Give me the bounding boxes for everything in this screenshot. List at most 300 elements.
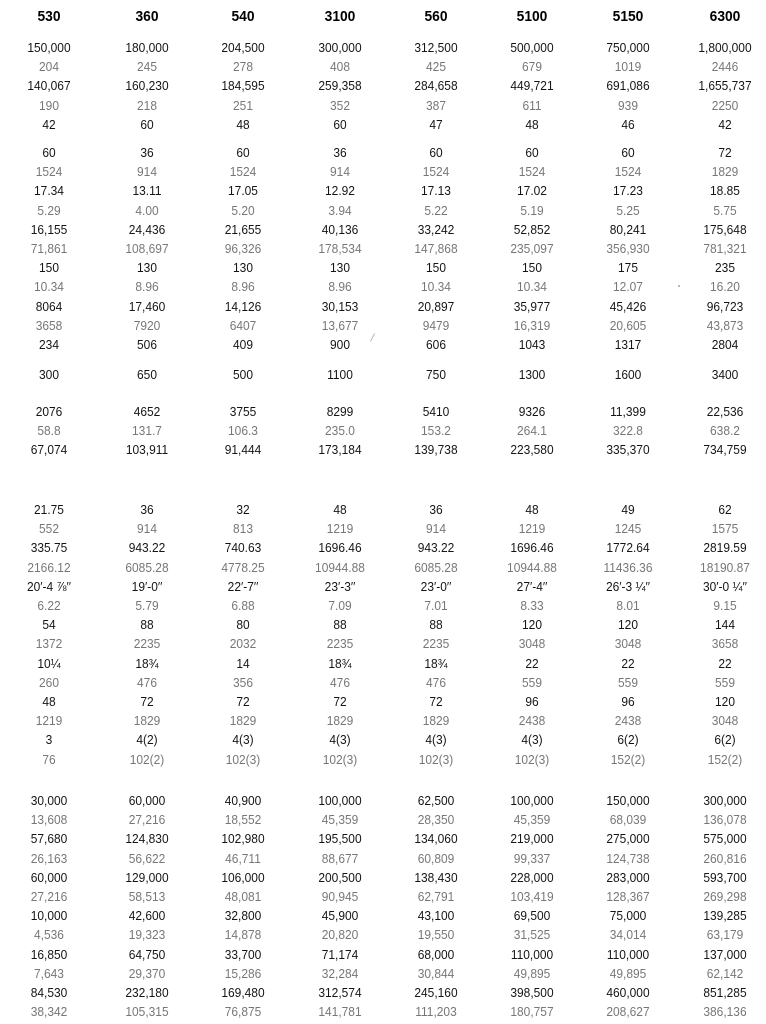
table-cell: 8064 <box>35 298 63 314</box>
table-cell: 356,930 <box>606 241 650 256</box>
table-cell: 80,241 <box>609 221 647 237</box>
table-cell: 1524 <box>422 164 450 180</box>
table-cell: 67,074 <box>30 442 68 458</box>
table-cell: 264.1 <box>517 423 547 439</box>
table-cell: 64,750 <box>128 946 166 962</box>
table-cell: 939 <box>618 97 638 113</box>
table-cell: 335,370 <box>606 442 650 458</box>
table-cell: 269,298 <box>703 889 747 904</box>
table-cell: 593,700 <box>703 869 747 885</box>
table-cell: 14,126 <box>224 298 262 314</box>
table-cell: 68,039 <box>609 812 647 828</box>
table-cell: 45,359 <box>513 812 551 828</box>
table-cell: 20′-4 ⅞′′ <box>27 578 71 594</box>
table-cell: 4,536 <box>34 927 64 943</box>
table-cell: 43,100 <box>417 908 455 924</box>
table-cell: 173,184 <box>318 442 362 458</box>
table-cell: 1696.46 <box>510 540 554 556</box>
table-cell: 27,216 <box>30 889 68 904</box>
table-cell: 49 <box>621 502 635 517</box>
table-cell: 1,800,000 <box>698 40 752 55</box>
table-cell: 22 <box>525 655 539 671</box>
table-cell: 559 <box>522 674 542 690</box>
table-cell: 2438 <box>614 713 642 729</box>
table-cell: 17.05 <box>228 183 258 199</box>
table-cell: 476 <box>330 674 350 690</box>
table-cell: 138,430 <box>414 869 458 885</box>
table-cell: 3755 <box>229 404 257 419</box>
table-cell: 322.8 <box>613 423 643 439</box>
table-cell: 30,000 <box>30 793 68 808</box>
table-cell: 7920 <box>133 317 161 333</box>
table-cell: 136,078 <box>703 812 747 828</box>
table-cell: 1772.64 <box>606 540 650 556</box>
table-cell: 4(3) <box>521 732 543 748</box>
table-cell: 5.75 <box>713 202 737 218</box>
table-cell: 96,326 <box>224 241 262 256</box>
table-cell: 15,286 <box>224 965 262 981</box>
table-cell: 575,000 <box>703 831 747 847</box>
table-cell: 184,595 <box>221 78 265 94</box>
table-cell: 40,136 <box>321 221 359 237</box>
table-cell: 851,285 <box>703 985 747 1000</box>
table-cell: 45,426 <box>609 298 647 314</box>
table-cell: 178,534 <box>318 241 362 256</box>
table-cell: 42 <box>42 116 56 132</box>
table-cell: 47 <box>429 116 443 132</box>
column-header-5150: 5150 <box>612 8 644 25</box>
table-cell: 3.94 <box>328 202 352 218</box>
table-cell: 103,419 <box>510 889 554 904</box>
table-cell: 60 <box>525 145 539 160</box>
table-cell: 1372 <box>35 636 63 652</box>
table-cell: 75,000 <box>609 908 647 924</box>
table-cell: 1524 <box>518 164 546 180</box>
table-cell: 10,000 <box>30 908 68 924</box>
table-cell: 1524 <box>35 164 63 180</box>
table-cell: 20,820 <box>321 927 359 943</box>
table-cell: 102(3) <box>418 751 454 767</box>
table-cell: 84,530 <box>30 985 68 1000</box>
table-cell: 62 <box>718 502 732 517</box>
table-cell: 11436.36 <box>603 559 653 575</box>
table-cell: 18¾ <box>328 655 352 671</box>
table-cell: 398,500 <box>510 985 554 1000</box>
table-cell: 1829 <box>133 713 161 729</box>
table-cell: 260 <box>39 674 59 690</box>
table-cell: 96 <box>621 694 635 709</box>
table-cell: 6.22 <box>37 598 61 613</box>
table-cell: 200,500 <box>318 869 362 885</box>
table-cell: 750,000 <box>606 40 650 55</box>
table-cell: 76,875 <box>224 1004 262 1020</box>
table-cell: 60,000 <box>128 793 166 808</box>
table-cell: 2235 <box>422 636 450 652</box>
table-cell: 60 <box>621 145 635 160</box>
table-cell: 8.33 <box>520 598 544 613</box>
table-cell: 335.75 <box>30 540 68 556</box>
table-cell: 914 <box>426 521 446 537</box>
table-cell: 476 <box>426 674 446 690</box>
table-cell: 150,000 <box>27 40 71 55</box>
table-cell: 278 <box>233 59 253 75</box>
column-header-360: 360 <box>135 8 159 25</box>
table-cell: 356 <box>233 674 253 690</box>
table-cell: 691,086 <box>606 78 650 94</box>
table-cell: 68,000 <box>417 946 455 962</box>
table-cell: 8.01 <box>616 598 640 613</box>
table-cell: 2032 <box>229 636 257 652</box>
table-cell: 110,000 <box>606 946 650 962</box>
table-cell: 8.96 <box>328 279 352 295</box>
table-cell: 96 <box>525 694 539 709</box>
table-cell: 4652 <box>133 404 161 419</box>
table-cell: 14 <box>236 655 250 671</box>
table-cell: 3048 <box>711 713 739 729</box>
table-cell: 120 <box>618 617 638 633</box>
table-cell: 195,500 <box>318 831 362 847</box>
table-cell: 90,945 <box>321 889 359 904</box>
table-cell: 679 <box>522 59 542 75</box>
table-cell: 38,342 <box>30 1004 68 1020</box>
table-cell: 108,697 <box>125 241 169 256</box>
table-cell: 3048 <box>518 636 546 652</box>
table-cell: 3400 <box>711 367 739 382</box>
table-cell: 4778.25 <box>221 559 265 575</box>
table-cell: 130 <box>137 260 157 276</box>
table-cell: 218 <box>137 97 157 113</box>
table-cell: 60,000 <box>30 869 68 885</box>
table-cell: 1219 <box>518 521 546 537</box>
table-cell: 5.29 <box>37 202 61 218</box>
table-cell: 4(3) <box>425 732 447 748</box>
table-cell: 12.92 <box>325 183 355 199</box>
table-cell: 611 <box>522 97 542 113</box>
table-cell: 36 <box>429 502 443 517</box>
table-cell: 2438 <box>518 713 546 729</box>
table-cell: 5.79 <box>135 598 159 613</box>
table-cell: 3658 <box>711 636 739 652</box>
table-cell: 10¼ <box>37 655 61 671</box>
table-cell: 60 <box>429 145 443 160</box>
table-cell: 2235 <box>326 636 354 652</box>
table-cell: 160,230 <box>125 78 169 94</box>
table-cell: 60 <box>333 116 347 132</box>
table-cell: 76 <box>42 751 56 767</box>
table-cell: 1100 <box>327 367 353 382</box>
table-cell: 100,000 <box>510 793 554 808</box>
table-cell: 69,500 <box>513 908 551 924</box>
table-cell: 1300 <box>518 367 546 382</box>
table-cell: 6.88 <box>231 598 255 613</box>
table-cell: 48 <box>42 694 56 709</box>
table-cell: 1,655,737 <box>698 78 752 94</box>
table-cell: 1600 <box>614 367 642 382</box>
table-cell: 2076 <box>35 404 63 419</box>
table-cell: 144 <box>715 617 735 633</box>
table-cell: 22′-7′′ <box>227 578 259 594</box>
table-cell: 232,180 <box>125 985 169 1000</box>
table-cell: 3658 <box>35 317 63 333</box>
table-cell: 42,600 <box>128 908 166 924</box>
table-cell: 734,759 <box>703 442 747 458</box>
table-cell: 175 <box>618 260 638 276</box>
table-cell: 449,721 <box>510 78 554 94</box>
table-cell: 72 <box>718 145 732 160</box>
table-cell: 110,000 <box>510 946 554 962</box>
table-cell: 275,000 <box>606 831 650 847</box>
table-cell: 32,284 <box>321 965 359 981</box>
table-cell: 63,179 <box>706 927 744 943</box>
table-cell: 28,350 <box>417 812 455 828</box>
table-cell: 1575 <box>711 521 739 537</box>
table-cell: 34,014 <box>609 927 647 943</box>
table-cell: 914 <box>137 521 157 537</box>
table-cell: 147,868 <box>414 241 458 256</box>
table-cell: 1524 <box>229 164 257 180</box>
table-cell: 234 <box>39 337 59 352</box>
table-cell: 26,163 <box>30 850 68 866</box>
table-cell: 500,000 <box>510 40 554 55</box>
table-cell: 72 <box>333 694 347 709</box>
table-cell: 5.20 <box>231 202 255 218</box>
table-cell: 7.09 <box>328 598 352 613</box>
table-cell: 20,897 <box>417 298 455 314</box>
table-cell: 102(2) <box>129 751 165 767</box>
table-cell: 100,000 <box>318 793 362 808</box>
column-header-6300: 6300 <box>709 8 741 25</box>
table-cell: 58.8 <box>37 423 61 439</box>
table-cell: 91,444 <box>224 442 262 458</box>
table-cell: 48 <box>236 116 250 132</box>
table-cell: 175,648 <box>703 221 747 237</box>
table-cell: 54 <box>42 617 56 633</box>
table-cell: 1829 <box>326 713 354 729</box>
table-cell: 500 <box>233 367 253 382</box>
table-cell: 33,242 <box>417 221 455 237</box>
table-cell: 150 <box>39 260 59 276</box>
table-cell: 102(3) <box>322 751 358 767</box>
table-cell: 9326 <box>518 404 546 419</box>
table-cell: 43,873 <box>706 317 744 333</box>
table-cell: 10944.88 <box>507 559 557 575</box>
table-cell: 23′-0′′ <box>420 578 452 594</box>
table-cell: 88 <box>140 617 154 633</box>
table-cell: 300,000 <box>703 793 747 808</box>
table-cell: 300 <box>39 367 59 382</box>
table-cell: 56,622 <box>128 850 166 866</box>
table-cell: 152(2) <box>610 751 646 767</box>
table-cell: 36 <box>140 502 154 517</box>
table-cell: 105,315 <box>125 1004 169 1020</box>
table-cell: 352 <box>330 97 350 113</box>
table-cell: 914 <box>137 164 157 180</box>
table-cell: 99,337 <box>513 850 551 866</box>
table-cell: 150,000 <box>606 793 650 808</box>
table-cell: 62,500 <box>417 793 455 808</box>
column-header-3100: 3100 <box>324 8 356 25</box>
column-header-530: 530 <box>37 8 61 25</box>
table-cell: 204,500 <box>221 40 265 55</box>
table-cell: 42 <box>718 116 732 132</box>
table-cell: 153.2 <box>421 423 451 439</box>
table-cell: 62,142 <box>706 965 744 981</box>
table-cell: 245,160 <box>414 985 458 1000</box>
table-cell: 204 <box>39 59 59 75</box>
table-cell: 180,757 <box>510 1004 554 1020</box>
table-cell: 48,081 <box>224 889 262 904</box>
table-cell: 506 <box>137 337 157 352</box>
table-cell: 35,977 <box>513 298 551 314</box>
table-cell: 2250 <box>711 97 739 113</box>
table-cell: 32 <box>236 502 250 517</box>
table-cell: 740.63 <box>224 540 262 556</box>
table-cell: 48 <box>525 502 539 517</box>
table-cell: 8.96 <box>231 279 255 295</box>
table-cell: 1219 <box>326 521 354 537</box>
table-cell: 48 <box>525 116 539 132</box>
table-cell: 16,850 <box>30 946 68 962</box>
table-cell: 21,655 <box>224 221 262 237</box>
table-cell: 408 <box>330 59 350 75</box>
table-cell: 111,203 <box>415 1004 457 1020</box>
table-cell: 1219 <box>35 713 63 729</box>
table-cell: 1829 <box>711 164 739 180</box>
table-cell: 260,816 <box>703 850 747 866</box>
table-cell: 2446 <box>711 59 739 75</box>
table-cell: 3048 <box>614 636 642 652</box>
table-cell: 914 <box>330 164 350 180</box>
table-cell: 30′-0 ¼′′ <box>703 578 747 594</box>
table-cell: 259,358 <box>318 78 362 94</box>
table-cell: 180,000 <box>125 40 169 55</box>
table-cell: 150 <box>522 260 542 276</box>
table-cell: 1019 <box>614 59 642 75</box>
table-cell: 638.2 <box>710 423 740 439</box>
table-cell: 13,677 <box>321 317 359 333</box>
table-cell: 781,321 <box>703 241 747 256</box>
table-cell: 45,359 <box>321 812 359 828</box>
table-cell: 152(2) <box>707 751 743 767</box>
table-cell: 57,680 <box>30 831 68 847</box>
table-cell: 106,000 <box>221 869 265 885</box>
table-cell: 102,980 <box>221 831 265 847</box>
table-cell: 103,911 <box>125 442 169 458</box>
table-cell: 4(3) <box>329 732 351 748</box>
table-cell: 72 <box>429 694 443 709</box>
table-cell: 2819.59 <box>703 540 747 556</box>
column-header-5100: 5100 <box>516 8 548 25</box>
table-cell: 72 <box>236 694 250 709</box>
table-cell: 134,060 <box>414 831 458 847</box>
scan-speck <box>678 285 680 287</box>
table-cell: 129,000 <box>125 869 169 885</box>
table-cell: 3 <box>45 732 53 748</box>
table-cell: 23′-3′′ <box>324 578 356 594</box>
table-cell: 18¾ <box>135 655 159 671</box>
table-cell: 284,658 <box>414 78 458 94</box>
table-cell: 208,627 <box>606 1004 650 1020</box>
table-cell: 8299 <box>326 404 354 419</box>
table-cell: 141,781 <box>318 1004 362 1020</box>
table-cell: 2804 <box>711 337 739 352</box>
table-cell: 5.19 <box>520 202 544 218</box>
table-cell: 139,285 <box>703 908 747 924</box>
table-cell: 251 <box>233 97 253 113</box>
table-cell: 5.25 <box>616 202 640 218</box>
table-cell: 223,580 <box>510 442 554 458</box>
table-cell: 22,536 <box>706 404 744 419</box>
table-cell: 1829 <box>422 713 450 729</box>
table-cell: 48 <box>333 502 347 517</box>
table-cell: 30,844 <box>417 965 455 981</box>
table-cell: 36 <box>333 145 347 160</box>
table-cell: 14,878 <box>224 927 262 943</box>
table-cell: 6(2) <box>714 732 736 748</box>
table-cell: 22 <box>718 655 732 671</box>
table-cell: 120 <box>715 694 735 709</box>
table-cell: 46,711 <box>225 850 261 866</box>
table-cell: 19,550 <box>417 927 455 943</box>
table-cell: 900 <box>330 337 350 352</box>
table-cell: 650 <box>137 367 157 382</box>
table-cell: 4.00 <box>135 202 159 218</box>
table-cell: 88 <box>429 617 443 633</box>
table-cell: 71,174 <box>321 946 359 962</box>
table-cell: 124,830 <box>125 831 169 847</box>
table-cell: 130 <box>330 260 350 276</box>
table-cell: 60 <box>42 145 56 160</box>
table-cell: 19,323 <box>128 927 166 943</box>
table-cell: 31,525 <box>513 927 551 943</box>
table-cell: 20,605 <box>609 317 647 333</box>
table-cell: 13.11 <box>132 183 162 199</box>
table-cell: 130 <box>233 260 253 276</box>
table-cell: 140,067 <box>27 78 71 94</box>
table-cell: 106.3 <box>228 423 258 439</box>
table-cell: 150 <box>426 260 446 276</box>
table-cell: 18,552 <box>224 812 262 828</box>
table-cell: 6407 <box>229 317 257 333</box>
table-cell: 18.85 <box>710 183 740 199</box>
table-cell: 10.34 <box>421 279 451 295</box>
table-cell: 1245 <box>614 521 642 537</box>
table-cell: 387 <box>426 97 446 113</box>
table-cell: 45,900 <box>321 908 359 924</box>
table-cell: 409 <box>233 337 253 352</box>
table-cell: 62,791 <box>417 889 455 904</box>
table-cell: 386,136 <box>703 1004 747 1020</box>
table-cell: 21.75 <box>34 502 64 517</box>
table-cell: 6085.28 <box>414 559 458 575</box>
table-cell: 72 <box>140 694 154 709</box>
table-cell: 60 <box>236 145 250 160</box>
table-cell: 2235 <box>133 636 161 652</box>
table-cell: 312,574 <box>318 985 362 1000</box>
table-cell: 58,513 <box>128 889 166 904</box>
table-cell: 17.23 <box>613 183 643 199</box>
table-cell: 27,216 <box>128 812 166 828</box>
table-cell: 559 <box>715 674 735 690</box>
table-cell: 80 <box>236 617 250 633</box>
table-cell: 606 <box>426 337 446 352</box>
table-cell: 10.34 <box>34 279 64 295</box>
table-cell: 32,800 <box>224 908 262 924</box>
table-cell: 5410 <box>422 404 450 419</box>
table-cell: 1317 <box>614 337 642 352</box>
column-header-560: 560 <box>424 8 448 25</box>
table-cell: 1696.46 <box>318 540 362 556</box>
